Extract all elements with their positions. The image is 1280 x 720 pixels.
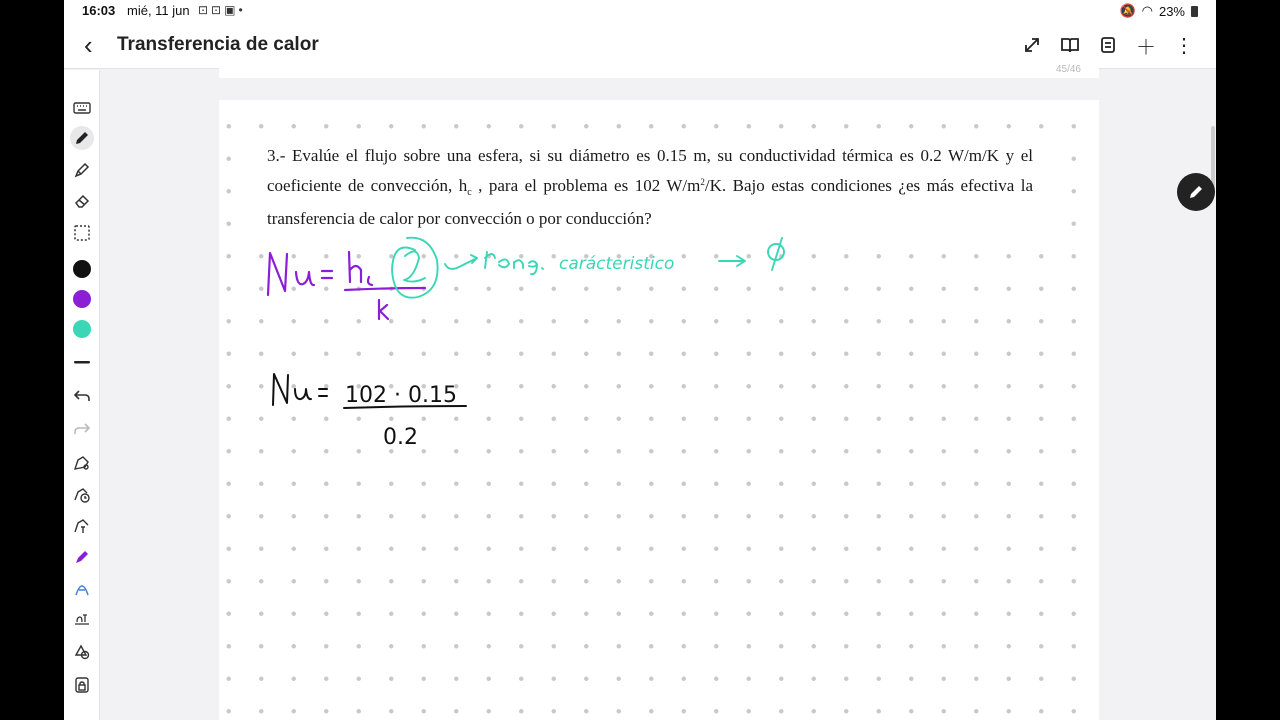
lasso-icon[interactable] bbox=[70, 221, 94, 245]
status-notification-icons: ⊡⊡▣• bbox=[198, 3, 246, 17]
mute-icon: 🔕 bbox=[1119, 3, 1136, 18]
color-teal-swatch[interactable] bbox=[73, 320, 91, 338]
svg-text:carácteristico: carácteristico bbox=[559, 254, 675, 274]
characteristic-length-note bbox=[392, 238, 784, 298]
edit-pen-button[interactable] bbox=[1177, 173, 1215, 211]
add-page-icon[interactable]: ＋ bbox=[1136, 36, 1156, 59]
shape-pen-icon[interactable] bbox=[70, 451, 94, 475]
marker-icon[interactable] bbox=[70, 545, 94, 569]
problem-text-1: 3.- Evalúe el flujo sobre una esfera, si su diámetro es 0.15 m, su conductividad térmica es 0.2 W/m/K y el coeficiente de convección, h bbox=[267, 146, 1033, 195]
denominator-text: 0.2 bbox=[383, 425, 418, 450]
status-date: mié, 11 jun bbox=[127, 3, 190, 18]
redo-icon[interactable] bbox=[70, 417, 94, 441]
app-screen bbox=[64, 0, 1216, 720]
tool-palette bbox=[64, 70, 100, 720]
problem-superscript: 2 bbox=[700, 177, 705, 187]
problem-text-2: , para el problema es 102 W/m bbox=[471, 176, 701, 195]
text-recognition-icon[interactable] bbox=[70, 608, 94, 632]
problem-subscript: c bbox=[467, 187, 472, 198]
page-indicator: 45/46 bbox=[1055, 64, 1081, 75]
ai-pen-icon[interactable] bbox=[70, 577, 94, 601]
numerator-text: 102 · 0.15 bbox=[345, 383, 457, 408]
nusselt-formula bbox=[268, 252, 425, 319]
status-right bbox=[1119, 3, 1198, 19]
status-time: 16:03 bbox=[82, 3, 116, 18]
battery-text: 23% bbox=[1158, 3, 1185, 19]
nav-actions bbox=[1020, 32, 1196, 58]
expand-icon[interactable] bbox=[1020, 32, 1044, 58]
pen-timer-icon[interactable] bbox=[70, 483, 94, 507]
book-icon[interactable] bbox=[1058, 32, 1082, 58]
problem-text-3: /K. Bajo estas condiciones ¿es más efectiva la transferencia de calor por convección o por conducción? bbox=[267, 176, 1034, 228]
handwriting-layer bbox=[219, 100, 1099, 720]
battery-icon bbox=[1191, 6, 1198, 17]
notebook-page[interactable] bbox=[219, 100, 1099, 720]
keyboard-icon[interactable] bbox=[70, 96, 94, 120]
lock-page-icon[interactable] bbox=[70, 673, 94, 697]
color-black-swatch[interactable] bbox=[73, 260, 91, 278]
highlighter-icon[interactable] bbox=[70, 158, 94, 182]
status-bar bbox=[64, 0, 1216, 22]
nusselt-calculation bbox=[273, 374, 466, 450]
pencil-icon bbox=[1187, 183, 1205, 201]
previous-page-edge bbox=[219, 60, 1099, 78]
stroke-width-icon[interactable] bbox=[70, 350, 94, 374]
document-title: Transferencia de calor bbox=[117, 34, 319, 55]
color-purple-swatch[interactable] bbox=[73, 290, 91, 308]
text-pen-icon[interactable] bbox=[70, 514, 94, 538]
shapes-icon[interactable] bbox=[70, 640, 94, 664]
more-options-icon[interactable]: ⋮ bbox=[1174, 34, 1194, 57]
outline-icon[interactable] bbox=[1096, 32, 1120, 58]
pen-icon[interactable] bbox=[70, 126, 94, 150]
back-button[interactable]: ‹ bbox=[84, 30, 93, 60]
undo-icon[interactable] bbox=[70, 384, 94, 408]
wifi-icon: ◠ bbox=[1141, 3, 1153, 18]
eraser-icon[interactable] bbox=[70, 189, 94, 213]
